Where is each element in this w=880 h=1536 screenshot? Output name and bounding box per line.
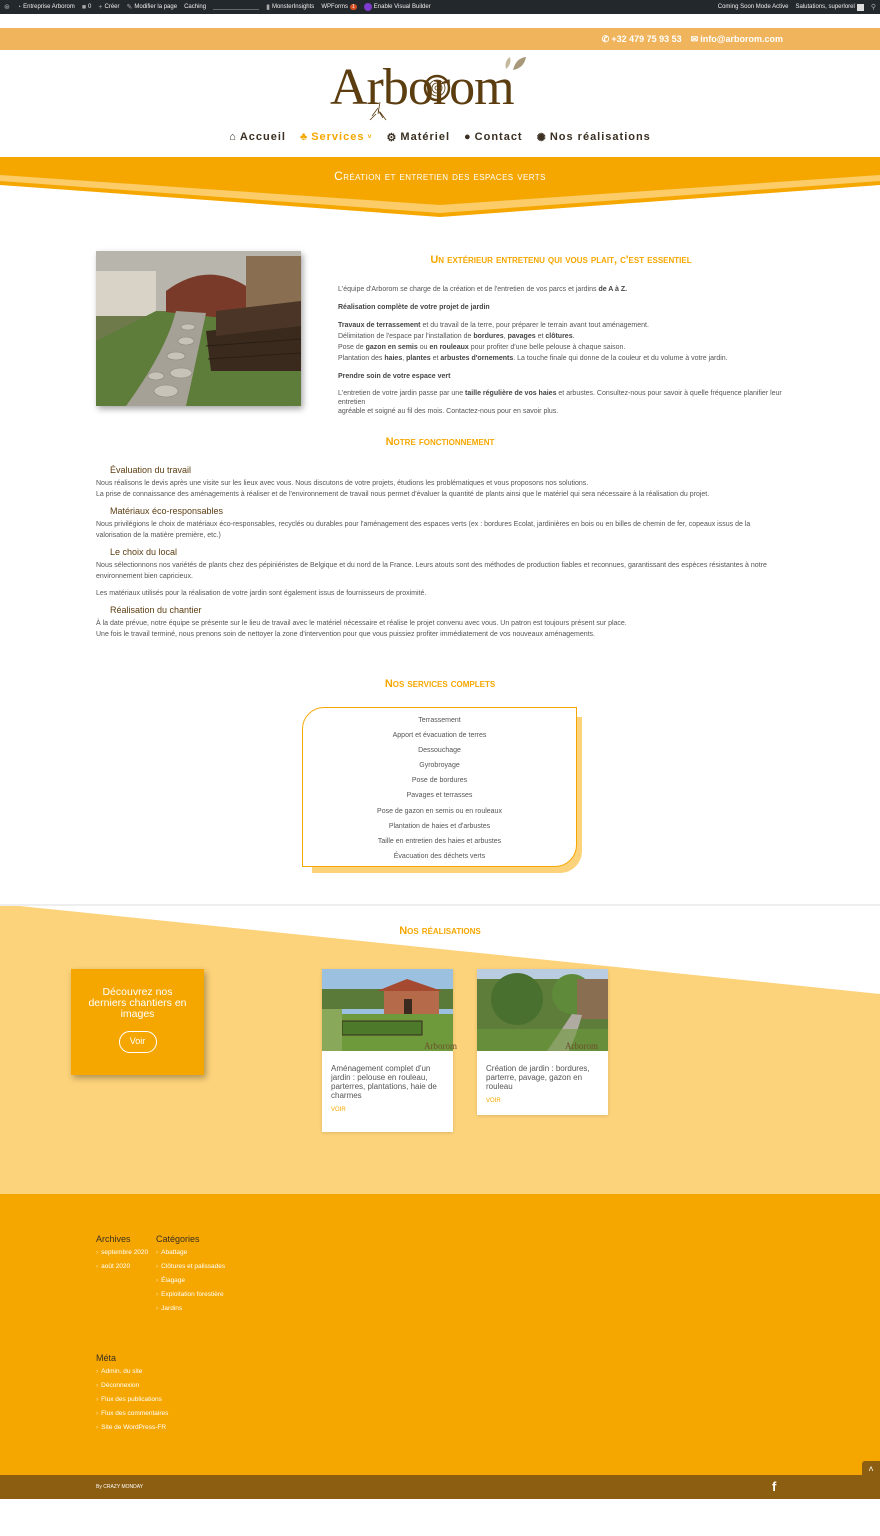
services-box	[302, 707, 577, 867]
footer-meta	[96, 1353, 168, 1437]
services-list	[303, 708, 576, 867]
nav-item-contact[interactable]: ● Contact	[464, 131, 523, 143]
services-heading: Nos services complets	[384, 678, 496, 690]
page-banner-background	[0, 157, 880, 219]
tree-icon: ♣	[299, 131, 309, 143]
service-item: Taille en entretien des haies et arbustes	[377, 837, 502, 845]
category-link[interactable]: › Clôtures et palissades	[156, 1262, 225, 1276]
meta-link[interactable]: › Déconnexion	[96, 1381, 168, 1395]
phone-contact[interactable]: ✆ +32 479 75 93 53	[601, 33, 682, 44]
category-link[interactable]: › Élagage	[156, 1276, 225, 1290]
footer-archives	[96, 1234, 148, 1276]
card-more-link[interactable]: VOIR	[331, 1107, 346, 1113]
meta-link[interactable]: › Flux des publications	[96, 1395, 168, 1409]
category-link[interactable]: › Exploitation forestière	[156, 1290, 225, 1304]
realisation-card[interactable]	[477, 969, 608, 1115]
intro-heading: Un extérieur entretenu qui vous plait, c'est essentiel	[430, 254, 692, 266]
fonctionnement-step	[96, 465, 786, 500]
footer-archives-title: Archives	[96, 1234, 131, 1244]
admin-visual-builder[interactable]: Enable Visual Builder	[364, 3, 431, 11]
service-item: Évacuation des déchets verts	[393, 852, 486, 860]
service-item: Plantation de haies et d'arbustes	[388, 822, 491, 830]
cogs-icon: ⚙	[386, 131, 398, 144]
chevron-up-icon: ˄	[868, 1464, 874, 1474]
category-link[interactable]: › Abattage	[156, 1248, 225, 1262]
cta-title: Découvrez nos derniers chantiers en images	[88, 986, 187, 1020]
archive-link[interactable]: › septembre 2020	[96, 1248, 148, 1262]
site-logo[interactable]: Arborom	[330, 54, 550, 124]
step-text: Nous privilégions le choix de matériaux éco-responsables, recyclés ou durables pour l'aménagement des espaces verts (ex : bordures Ecolat, jardinières en bois ou en billes de chemin de fer, copeaux issus de la valorisation de la matière première, etc.)	[96, 521, 751, 539]
fonctionnement-step	[96, 547, 786, 599]
service-item: Pavages et terrasses	[406, 792, 473, 800]
wpforms-badge: 1	[351, 4, 355, 10]
service-item: Pose de bordures	[411, 777, 468, 785]
watermark-text: Arborom	[565, 1041, 598, 1051]
step-title: Évaluation du travail	[110, 465, 192, 475]
dashboard-icon: ◔	[16, 3, 22, 11]
envelope-icon: ✉	[690, 33, 699, 44]
home-icon: ⌂	[229, 131, 237, 143]
admin-edit-page[interactable]: ✎ Modifier la page	[126, 4, 178, 11]
nav-item-realisations[interactable]: ✺ Nos réalisations	[536, 131, 651, 144]
admin-comments[interactable]: ■ 0	[81, 3, 92, 11]
realisations-cta	[71, 969, 204, 1075]
nav-item-accueil[interactable]: ⌂ Accueil	[229, 131, 286, 143]
chat-icon: ●	[464, 131, 472, 143]
step-text: Les matériaux utilisés pour la réalisation de votre jardin sont également issus de fournisseurs de proximité.	[96, 590, 427, 597]
intro-list-1: Travaux de terrassement et du travail de la terre, pour préparer le terrain avant tout aménagement. Délimitation de l'espace par l'installation de bordures, pavages et clôtures. Pose de gazon en semis ou en rouleaux pour profiter d'une belle pelouse à chaque saison. Plantation des haies, plantes et arbustes d'ornements. La touche finale qui donne de la couleur et du volume à votre jardin.	[338, 322, 728, 362]
garden-photo	[96, 251, 301, 406]
category-link[interactable]: › Jardins	[156, 1304, 225, 1318]
service-item: Gyrobroyage	[419, 762, 460, 770]
meta-link[interactable]: › Flux des commentaires	[96, 1409, 168, 1423]
phone-icon: ✆	[601, 33, 610, 44]
bar-chart-icon: ▮	[266, 4, 270, 11]
wp-admin-bar	[0, 0, 880, 14]
intro-paragraph: L'équipe d'Arborom se charge de la création et de l'entretien de vos parcs et jardins de A à Z.	[338, 286, 628, 293]
step-title: Matériaux éco-responsables	[110, 506, 224, 516]
intro-list-2: L'entretien de votre jardin passe par une taille régulière de vos haies et arbustes. Consultez-nous pour savoir à quelle fréquence planifier leur entretien agréable et soigné au fil des mois. Contactez-nous pour en savoir plus.	[338, 390, 782, 415]
top-contact-bar	[0, 28, 880, 50]
pencil-icon: ✎	[126, 4, 133, 11]
admin-search-field[interactable]	[213, 4, 259, 10]
card-title[interactable]: Aménagement complet d'un jardin : pelouse en rouleau, parterres, plantations, haie de charmes	[331, 1064, 437, 1100]
meta-link[interactable]: › Site de WordPress-FR	[96, 1423, 168, 1437]
nav-item-services[interactable]: ♣ Services ˅	[299, 131, 373, 143]
card-title[interactable]: Création de jardin : bordures, parterre, pavage, gazon en rouleau	[486, 1064, 590, 1091]
step-text: Nous sélectionnons nos variétés de plants chez des pépiniéristes de Belgique et du nord de la France. Leurs atouts sont des méthodes de production fiables et reconnues, garantissant des espèces résistantes à notre environnement bien capricieux.	[96, 562, 767, 580]
admin-account[interactable]: Salutations, superlorel	[795, 4, 863, 11]
voir-button[interactable]: Voir	[119, 1031, 157, 1053]
lightbulb-icon: ✺	[536, 131, 547, 144]
fonctionnement-heading: Notre fonctionnement	[385, 436, 495, 448]
comment-icon: ■	[81, 3, 87, 11]
realisation-card[interactable]	[322, 969, 457, 1132]
step-title: Réalisation du chantier	[110, 605, 202, 615]
fonctionnement-section	[96, 465, 786, 646]
admin-search-icon[interactable]: ⚲	[870, 4, 876, 11]
back-to-top-button[interactable]	[862, 1461, 880, 1479]
main-nav	[0, 129, 880, 145]
service-item: Terrassement	[418, 717, 461, 724]
realisation-thumbnail[interactable]	[477, 969, 608, 1051]
footer-bottom-bar	[0, 1475, 880, 1499]
watermark-text: Arborom	[424, 1041, 457, 1051]
wordpress-logo-icon[interactable]: ⊛	[4, 4, 10, 11]
service-item: Apport et évacuation de terres	[392, 732, 487, 740]
page-title: Création et entretien des espaces verts	[334, 169, 546, 183]
fonctionnement-step	[96, 506, 786, 541]
step-text: À la date prévue, notre équipe se présente sur le lieu de travail avec le matériel nécessaire et réalise le projet convenu avec vous. Un patron est toujours présent sur place. Une fois le travail terminé, nous prenons soin de nettoyer la zone d'intervention pour que vous puissiez profiter immédiatement de vos nouveaux aménagements.	[96, 620, 627, 638]
step-text: Nous réalisons le devis après une visite sur les lieux avec vous. Nous discutons de votre projets, étudions les problématiques et vous proposons nos solutions. La prise de connaissance des aménagements à réaliser et de l'environnement de travail nous permet d'évaluer la quantité de plants ainsi que le matériel qui sera nécessaire à la réalisation du projet.	[96, 480, 710, 498]
admin-coming-soon[interactable]: Coming Soon Mode Active	[717, 4, 789, 10]
plus-icon: +	[98, 3, 103, 11]
admin-wpforms[interactable]: WPForms 1	[321, 4, 355, 10]
divi-icon	[364, 3, 372, 11]
realisation-thumbnail[interactable]	[322, 969, 457, 1051]
facebook-icon[interactable]: f	[772, 1479, 777, 1494]
realisations-heading: Nos réalisations	[399, 925, 481, 937]
admin-new-content[interactable]: + Créer	[98, 3, 120, 11]
footer-credit[interactable]: By CRAZY MONDAY	[96, 1484, 144, 1490]
fonctionnement-step	[96, 605, 786, 640]
footer-categories	[156, 1234, 225, 1318]
card-more-link[interactable]: VOIR	[486, 1098, 501, 1104]
footer-meta-title: Méta	[96, 1353, 117, 1363]
chevron-down-icon: ˅	[367, 133, 373, 141]
footer-categories-title: Catégories	[156, 1234, 200, 1244]
admin-site-name[interactable]: ◔ Entreprise Arborom	[16, 3, 75, 11]
admin-caching[interactable]: Caching	[184, 4, 207, 10]
admin-monsterinsights[interactable]: ▮ MonsterInsights	[266, 4, 315, 11]
step-title: Le choix du local	[110, 547, 178, 557]
intro-text	[338, 284, 784, 423]
nav-item-materiel[interactable]: ⚙ Matériel	[386, 131, 450, 144]
service-item: Dessouchage	[418, 747, 461, 755]
service-item: Pose de gazon en semis ou en rouleaux	[377, 807, 502, 815]
intro-subheading-1: Réalisation complète de votre projet de jardin	[338, 304, 490, 311]
meta-link[interactable]: › Admin. du site	[96, 1367, 168, 1381]
intro-subheading-2: Prendre soin de votre espace vert	[338, 373, 451, 380]
avatar	[857, 4, 864, 11]
email-contact[interactable]: ✉ info@arborom.com	[690, 33, 783, 44]
archive-link[interactable]: › août 2020	[96, 1262, 148, 1276]
